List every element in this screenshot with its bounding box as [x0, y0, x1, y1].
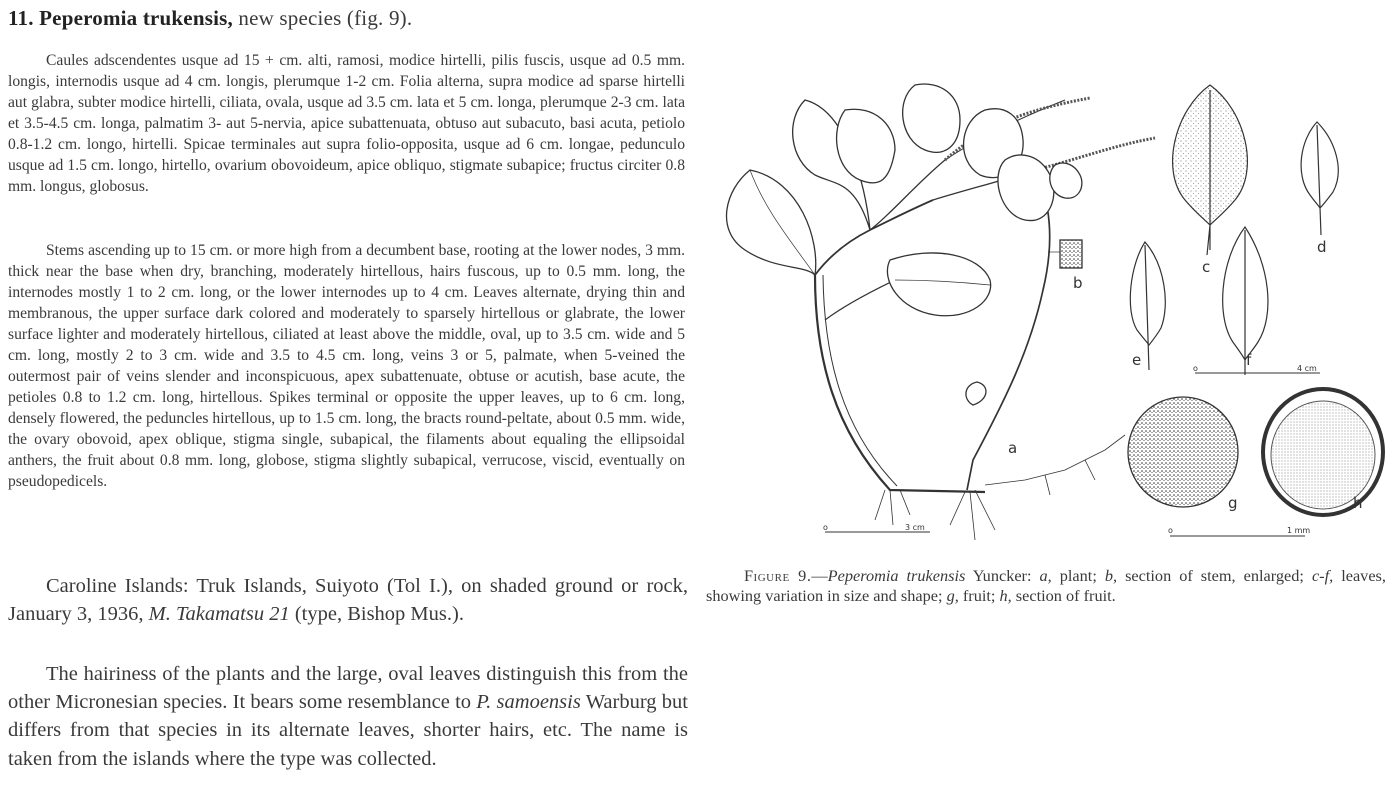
- compared-species: P. samoensis: [476, 691, 581, 714]
- caption-h-text: section of fruit.: [1015, 586, 1116, 605]
- caption-a-key: a,: [1039, 566, 1052, 585]
- species-name: Peperomia trukensis,: [39, 6, 233, 30]
- label-f: f: [1246, 351, 1252, 369]
- botanical-illustration: [705, 70, 1395, 560]
- fruit-drawing: [1128, 397, 1238, 507]
- species-heading: [8, 6, 412, 31]
- species-number: 11.: [8, 6, 34, 30]
- scale-plant-unit: 3 cm: [905, 523, 925, 532]
- caption-cf-text: leaves, showing variation in size and shape;: [706, 566, 1386, 605]
- species-note: new species (fig. 9).: [238, 6, 413, 30]
- scale-bars: [825, 373, 1320, 536]
- label-c: c: [1202, 258, 1211, 276]
- scale-leaves-zero: o: [1193, 364, 1198, 373]
- label-a: a: [1008, 439, 1018, 457]
- caption-a-text: plant;: [1059, 566, 1097, 585]
- discussion-text-a: The hairiness of the plants and the large, oval leaves distinguish this from the other Micronesian species. It bears some resemblance to: [8, 663, 688, 714]
- caption-fig-label: Figure 9.: [744, 566, 812, 585]
- caption-b-text: section of stem, enlarged;: [1125, 566, 1304, 585]
- caption-cf-key: c-f,: [1311, 566, 1334, 585]
- discussion-paragraph: [8, 660, 688, 773]
- caption-author: Yuncker:: [972, 566, 1032, 585]
- scale-fruit-zero: o: [1168, 526, 1173, 535]
- plant-drawing: [726, 84, 1155, 540]
- scale-plant-zero: o: [823, 523, 828, 532]
- caption-g-text: fruit;: [962, 586, 996, 605]
- figure-caption: [706, 566, 1386, 606]
- label-e: e: [1132, 351, 1142, 369]
- locality-paragraph: [8, 572, 688, 628]
- caption-b-key: b,: [1104, 566, 1118, 585]
- leaves-drawing: [1130, 85, 1338, 375]
- discussion-text-b: Warburg but differs from that species in its alternate leaves, shorter hairs, etc. The name is taken from the islands where the type was collected.: [8, 691, 688, 770]
- label-b: b: [1073, 274, 1083, 292]
- scale-fruit-unit: 1 mm: [1287, 526, 1311, 535]
- caption-species: Peperomia trukensis: [827, 566, 966, 585]
- label-h: h: [1353, 494, 1363, 512]
- latin-description: Caules adscendentes usque ad 15 + cm. alti, ramosi, modice hirtelli, pilis fuscis, usque ad 0.5 mm. longis, internodis usque ad 4 cm. longis, plerumque 1-2 cm. Folia alterna, supra modice ad sparse hirtelli aut glabra, subter modice hirtelli, ciliata, ovala, usque ad 3.5 cm. lata et 5 cm. longa, plerumque 2-3 cm. lata et 3.5-4.5 cm. longa, palmatim 3- aut 5-nervia, apice subattenuata, obtuso aut subacuto, basi acuta, petiolo 0.8-1.2 cm. longo, hirtelli. Spicae terminales aut supra folio-opposita, usque ad 6 cm. longae, pedunculo usque ad 1.5 cm. longo, hirtello, ovarium obovoideum, apice obliquo, stigmate subapice; fructus circiter 0.8 mm. longus, globosus.: [8, 52, 685, 195]
- caption-h-key: h,: [999, 586, 1012, 605]
- caption-dash: —: [811, 566, 828, 585]
- label-g: g: [1228, 494, 1238, 512]
- english-description: Stems ascending up to 15 cm. or more high from a decumbent base, rooting at the lower nodes, 3 mm. thick near the base when dry, branching, moderately hirtellous, hairs fuscous, up to 0.5 mm. long, the internodes mostly 1 to 2 cm. long, or the lower internodes up to 4 cm. Leaves alternate, drying thin and membranous, the upper surface dark colored and moderately to sparsely hirtellous or glabrate, the lower surface lighter and moderately hirtellous, ciliated at least above the middle, oval, up to 3.5 cm. wide and 5 cm. long, mostly 2 to 3 cm. wide and 3.5 to 4.5 cm. long, veins 3 or 5, palmate, when 5-veined the outermost pair of veins slender and inconspicuous, apex subattenuate, obtuse or acutish, base acute, the petioles 0.8 to 1.2 cm. long, hirtellous. Spikes terminal or opposite the upper leaves, up to 6 cm. long, densely flowered, the peduncles hirtellous, up to 1.5 cm. long, the bracts round-peltate, about 0.5 mm. wide, the ovary obovoid, apex oblique, stigma single, subapical, the filaments about equaling the ellipsoidal anthers, the fruit about 0.8 mm. long, globose, stigma slightly subapical, verrucose, viscid, eventually on pseudopedicels.: [8, 242, 685, 490]
- label-d: d: [1317, 238, 1327, 256]
- caption-g-key: g,: [946, 586, 959, 605]
- collector-name: M. Takamatsu 21: [148, 603, 290, 625]
- locality-text-b: (type, Bishop Mus.).: [294, 603, 464, 625]
- locality-text-a: Caroline Islands: Truk Islands, Suiyoto (Tol I.), on shaded ground or rock, January 3, 1936,: [8, 575, 688, 625]
- scale-leaves-unit: 4 cm: [1297, 364, 1317, 373]
